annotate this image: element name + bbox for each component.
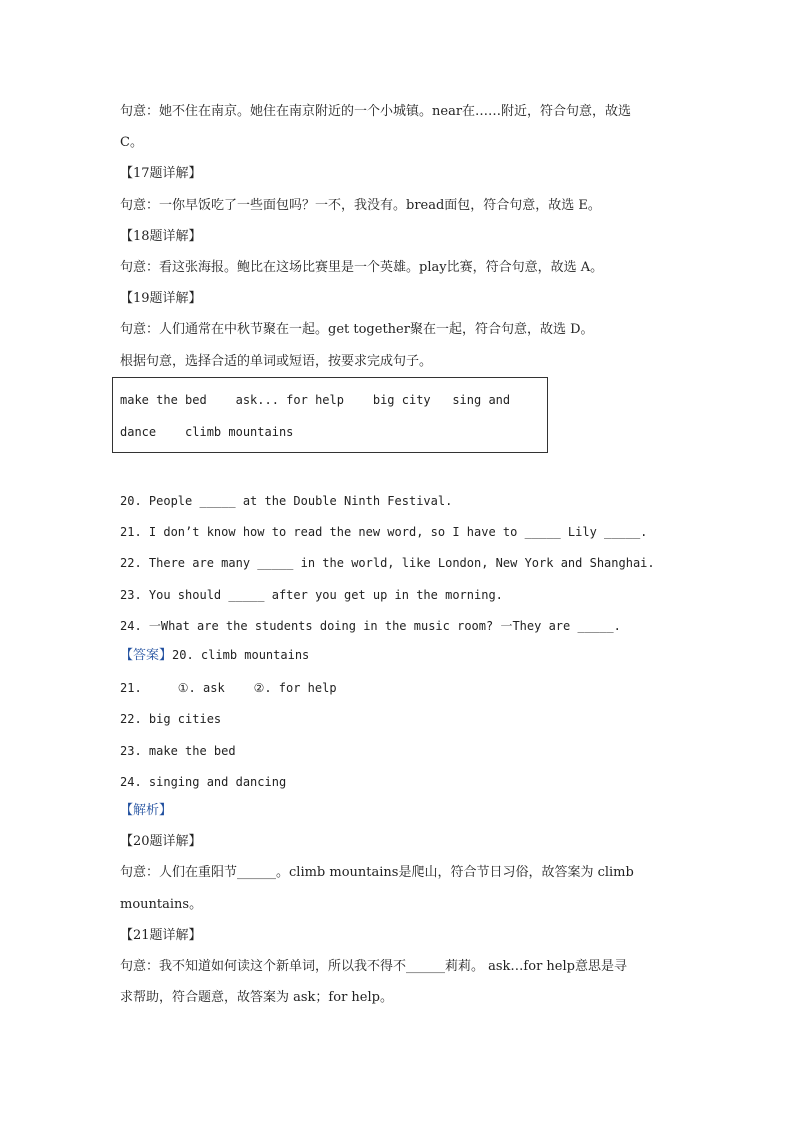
section-heading: 【20题详解】: [120, 834, 202, 849]
answer: 24. singing and dancing: [120, 775, 287, 789]
word-bank-row: make the bed ask... for help big city sing and: [120, 393, 511, 407]
text-line: 句意：人们在重阳节______。climb mountains是爬山，符合节日习俗，故答案为 climb: [120, 865, 634, 880]
section-heading: 【19题详解】: [120, 291, 202, 306]
word-bank-row: dance climb mountains: [120, 425, 294, 439]
section-heading: 【21题详解】: [120, 928, 202, 943]
text-line: C。: [120, 135, 143, 150]
word-bank-box: [112, 377, 548, 453]
answer: 23. make the bed: [120, 744, 236, 758]
answer-line: [120, 646, 309, 665]
text-line: 句意：一你早饭吃了一些面包吗？一不，我没有。bread面包，符合句意，故选 E。: [120, 198, 601, 213]
analysis-tag: 【解析】: [120, 803, 173, 818]
section-heading: 【18题详解】: [120, 229, 202, 244]
text-line: 句意：我不知道如何读这个新单词，所以我不得不______莉莉。 ask…for help意思是寻: [120, 959, 627, 974]
question: 21. I don’t know how to read the new word, so I have to _____ Lily _____.: [120, 525, 648, 539]
question: 24. 一What are the students doing in the music room? 一They are _____.: [120, 619, 621, 633]
text-line: 句意：她不住在南京。她住在南京附近的一个小城镇。near在……附近，符合句意，故选: [120, 104, 632, 119]
answer: 22. big cities: [120, 712, 222, 726]
answer-tag: 【答案】: [120, 648, 173, 663]
question: 22. There are many _____ in the world, like London, New York and Shanghai.: [120, 556, 655, 570]
question: 23. You should _____ after you get up in the morning.: [120, 588, 503, 602]
text-line: mountains。: [120, 897, 203, 912]
text-line: 求帮助，符合题意，故答案为 ask；for help。: [120, 990, 393, 1005]
answer: 21. ①. ask ②. for help: [120, 681, 337, 695]
text-line: 句意：看这张海报。鲍比在这场比赛里是一个英雄。play比赛，符合句意，故选 A。: [120, 260, 604, 275]
text-line: 句意：人们通常在中秋节聚在一起。get together聚在一起，符合句意，故选 D。: [120, 322, 594, 337]
instruction: 根据句意，选择合适的单词或短语，按要求完成句子。: [120, 354, 433, 369]
answer-first: 20. climb mountains: [172, 648, 310, 662]
question: 20. People _____ at the Double Ninth Festival.: [120, 494, 453, 508]
section-heading: 【17题详解】: [120, 166, 202, 181]
